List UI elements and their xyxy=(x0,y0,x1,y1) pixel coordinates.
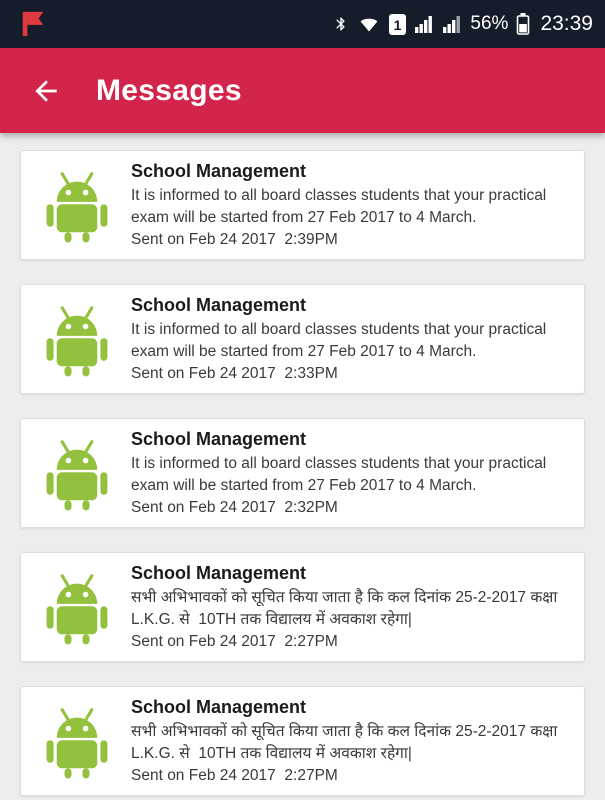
sim1-badge: 1 xyxy=(389,14,407,35)
android-robot-icon xyxy=(37,699,117,783)
message-body: It is informed to all board classes students that your practical exam will be started from 27 Feb 2017 to 4 March. xyxy=(131,187,551,226)
message-body: सभी अभिभावकों को सूचित किया जाता है कि कल दिनांक 25-2-2017 कक्षा L.K.G. से 10TH तक विद्यालय में अवकाश रहेगा| xyxy=(131,589,562,628)
message-card[interactable] xyxy=(20,150,585,260)
message-title: School Management xyxy=(131,161,307,182)
message-sent-time: Sent on Feb 24 2017 2:33PM xyxy=(131,364,338,382)
message-card[interactable] xyxy=(20,284,585,394)
status-time: 23:39 xyxy=(540,12,593,35)
android-robot-icon xyxy=(37,297,117,381)
message-card[interactable] xyxy=(20,552,585,662)
message-title: School Management xyxy=(131,295,307,316)
back-button[interactable] xyxy=(30,75,62,107)
page-title: Messages xyxy=(96,73,242,107)
message-sent-time: Sent on Feb 24 2017 2:32PM xyxy=(131,498,338,516)
cell-signal-icon-1 xyxy=(414,14,434,34)
message-card[interactable] xyxy=(20,686,585,796)
bluetooth-icon xyxy=(333,13,349,35)
battery-percent: 56% xyxy=(470,13,509,34)
message-sent-time: Sent on Feb 24 2017 2:27PM xyxy=(131,766,338,784)
message-sent-time: Sent on Feb 24 2017 2:27PM xyxy=(131,632,338,650)
android-robot-icon xyxy=(37,163,117,247)
message-title: School Management xyxy=(131,429,307,450)
message-body: It is informed to all board classes students that your practical exam will be started from 27 Feb 2017 to 4 March. xyxy=(131,455,551,494)
flag-notification-icon xyxy=(20,10,46,38)
wifi-icon xyxy=(357,14,381,34)
message-body: सभी अभिभावकों को सूचित किया जाता है कि कल दिनांक 25-2-2017 कक्षा L.K.G. से 10TH तक विद्यालय में अवकाश रहेगा| xyxy=(131,723,562,762)
message-title: School Management xyxy=(131,563,307,584)
android-robot-icon xyxy=(37,565,117,649)
message-sent-time: Sent on Feb 24 2017 2:39PM xyxy=(131,230,338,248)
message-body: It is informed to all board classes students that your practical exam will be started from 27 Feb 2017 to 4 March. xyxy=(131,321,551,360)
cell-signal-icon-2 xyxy=(442,14,462,34)
battery-icon xyxy=(516,12,530,36)
status-bar xyxy=(0,0,605,48)
android-robot-icon xyxy=(37,431,117,515)
message-title: School Management xyxy=(131,697,307,718)
message-list xyxy=(0,133,605,796)
message-card[interactable] xyxy=(20,418,585,528)
app-header xyxy=(0,48,605,133)
arrow-back-icon xyxy=(30,75,62,107)
